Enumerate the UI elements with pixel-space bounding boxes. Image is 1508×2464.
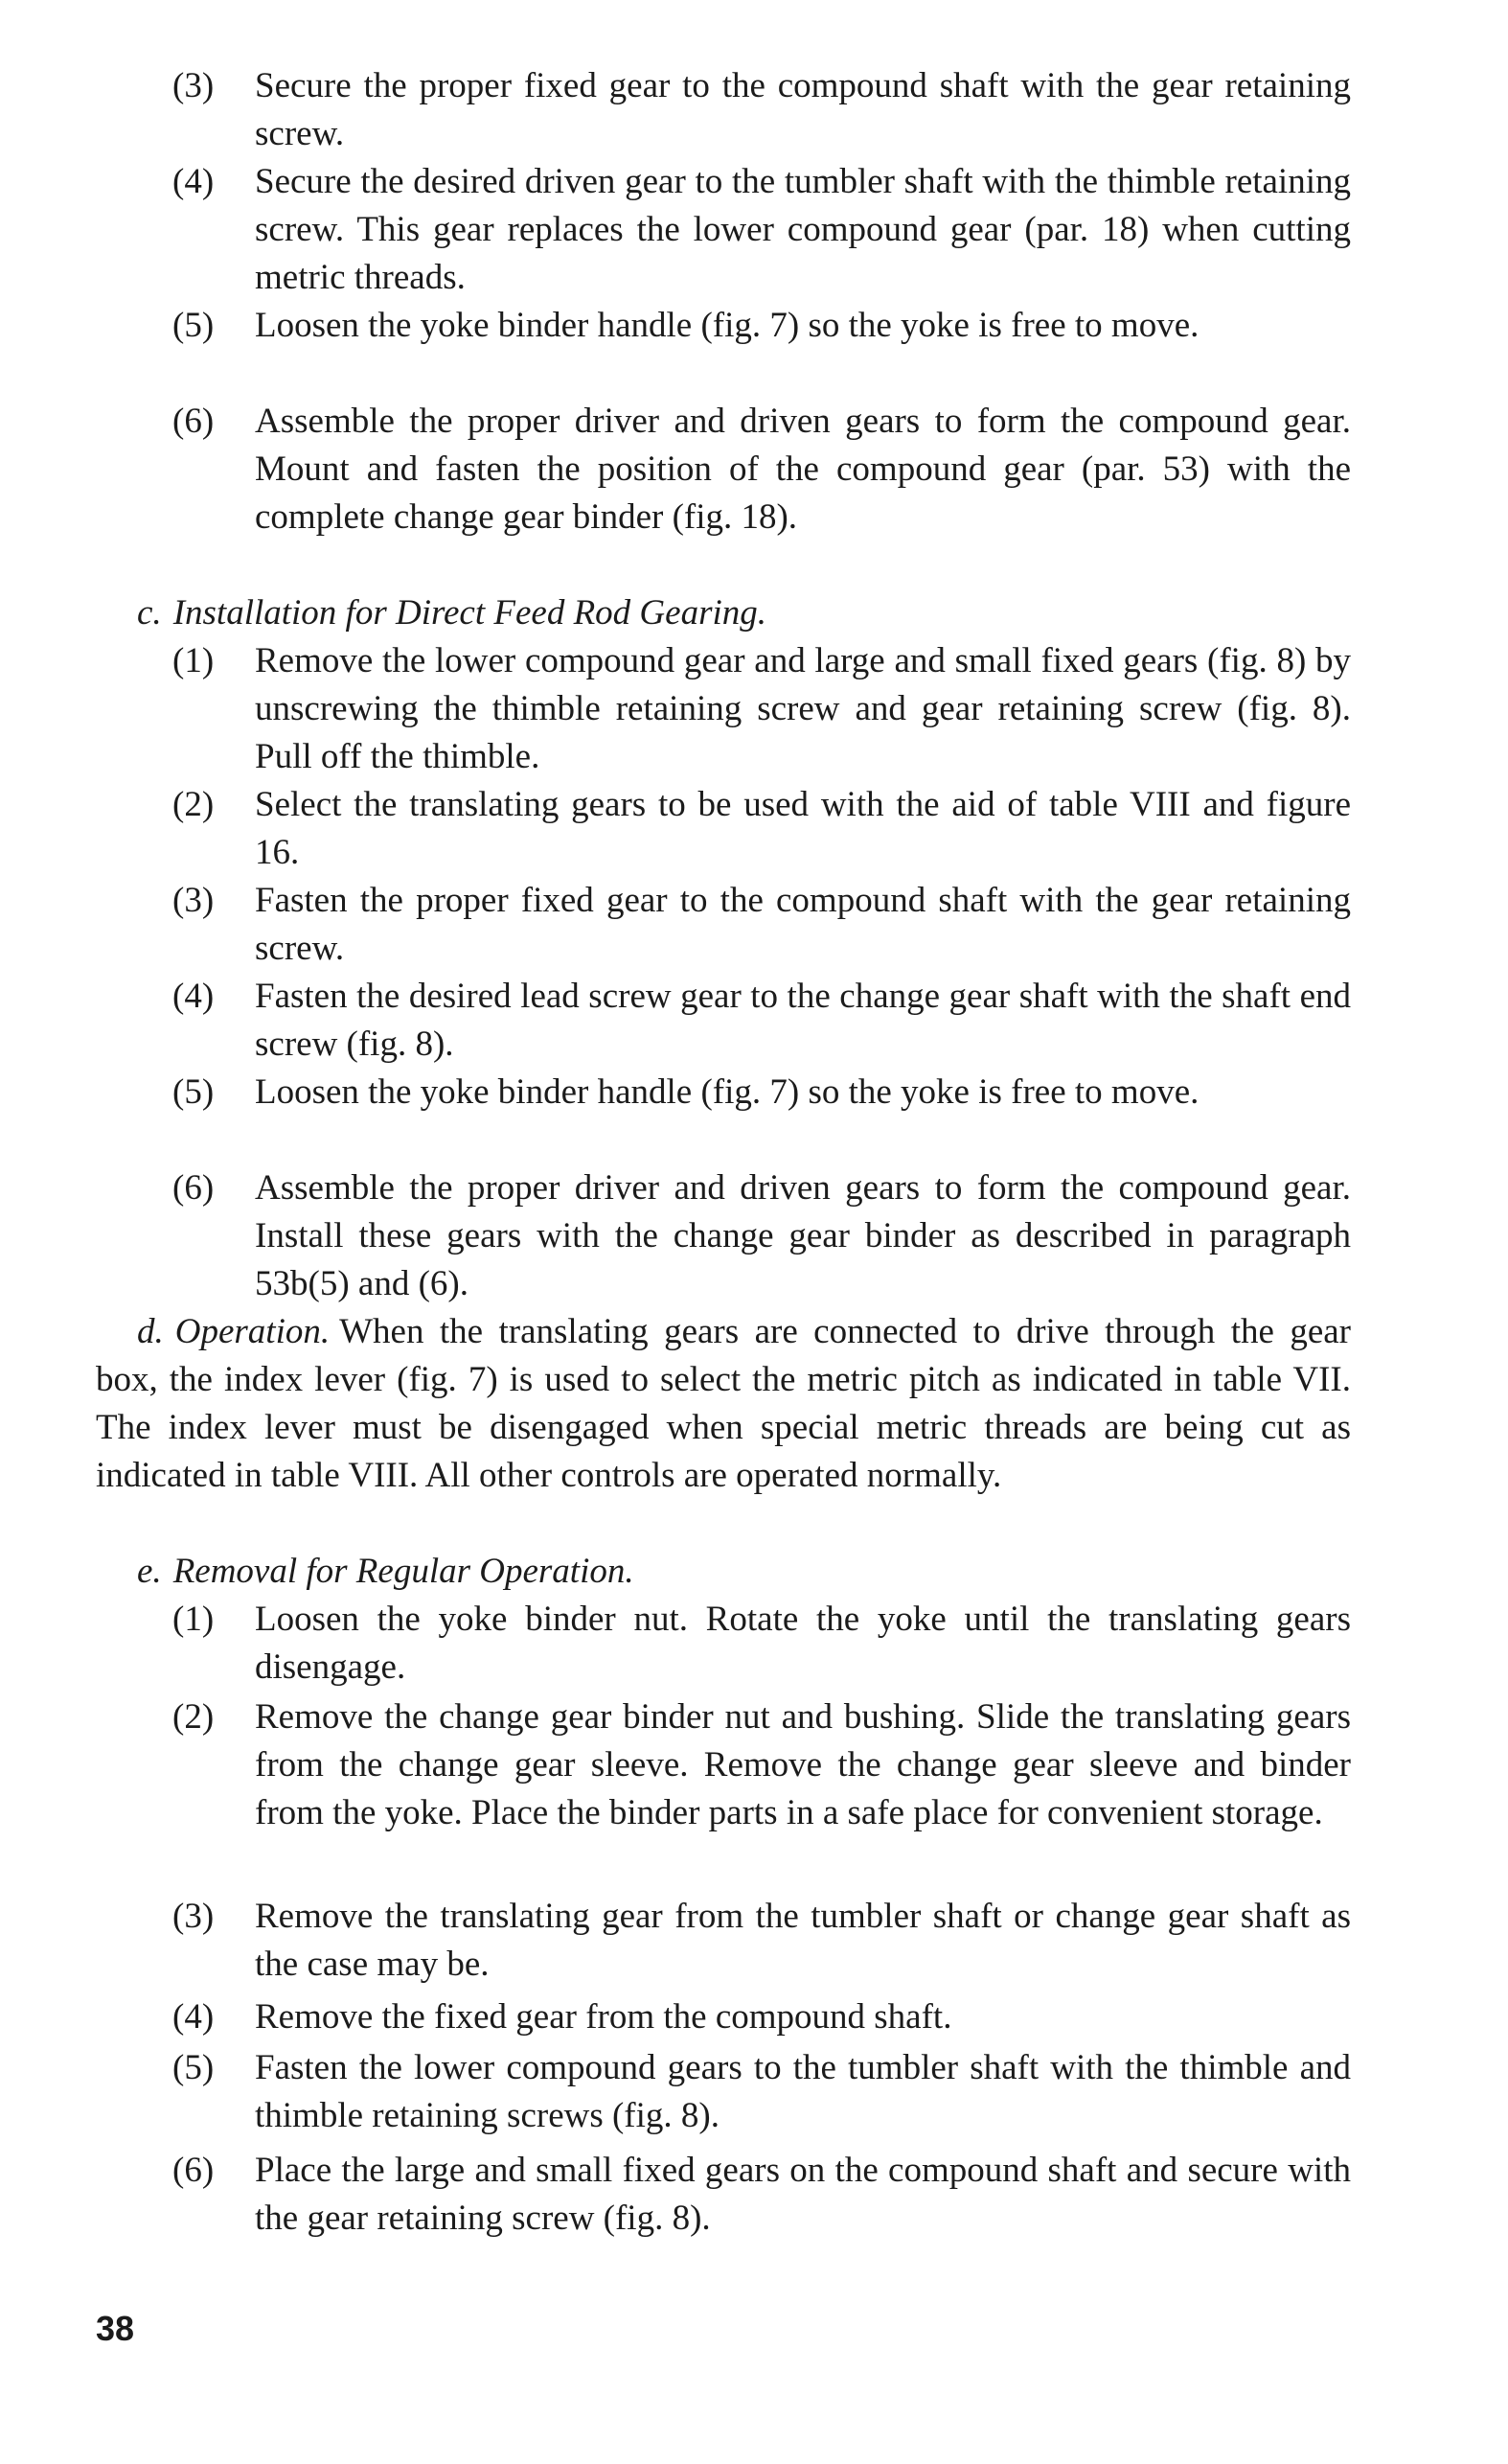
list-item-text: Remove the translating gear from the tumbler shaft or change gear shaft as the case may be. (255, 1897, 1351, 1984)
section-label: c. (137, 593, 162, 633)
section-title: Removal for Regular Operation. (172, 1552, 634, 1591)
list-item-number: (5) (172, 2048, 215, 2087)
list-item-text: Remove the fixed gear from the compound shaft. (255, 1997, 952, 2037)
list-item-text: Fasten the proper fixed gear to the compound shaft with the gear retaining screw. (255, 881, 1351, 968)
list-item-number: (1) (172, 1600, 215, 1639)
list-item-number: (5) (172, 306, 215, 345)
list-item-number: (6) (172, 402, 215, 441)
list-item-number: (1) (172, 641, 215, 680)
list-item-number: (3) (172, 1897, 215, 1936)
section-body-text: When the translating gears are connected to drive through the gear box, the index lever (fig. 7) is used to select the metric pitch as indicated in table VII. The index lever must be disengaged when special metric threads are being cut as indicated in table VIII. All other controls are operated normally. (96, 1312, 1351, 1495)
list-item-text: Fasten the desired lead screw gear to the change gear shaft with the shaft end screw (fig. 8). (255, 977, 1351, 1064)
list-item-text: Fasten the lower compound gears to the tumbler shaft with the thimble and thimble retaining screws (fig. 8). (255, 2048, 1351, 2135)
section-e-heading (137, 1548, 634, 1596)
list-item-text: Assemble the proper driver and driven gears to form the compound gear. Mount and fasten the position of the compound gear (par. 53) with the complete change gear binder (fig. 18). (255, 402, 1351, 537)
list-item-text: Remove the lower compound gear and large and small fixed gears (fig. 8) by unscrewing the thimble retaining screw and gear retaining screw (fig. 8). Pull off the thimble. (255, 641, 1351, 776)
list-item-number: (4) (172, 977, 215, 1016)
list-item-text: Place the large and small fixed gears on the compound shaft and secure with the gear retaining screw (fig. 8). (255, 2151, 1351, 2238)
list-item-number: (6) (172, 2151, 215, 2190)
section-title: Installation for Direct Feed Rod Gearing. (172, 593, 767, 633)
list-item-number: (6) (172, 1168, 215, 1208)
list-item-text: Select the translating gears to be used with the aid of table VIII and figure 16. (255, 785, 1351, 872)
list-item-number: (5) (172, 1072, 215, 1112)
list-item-text: Secure the proper fixed gear to the compound shaft with the gear retaining screw. (255, 66, 1351, 153)
list-item-text: Loosen the yoke binder nut. Rotate the yoke until the translating gears disengage. (255, 1600, 1351, 1687)
list-item-text: Remove the change gear binder nut and bushing. Slide the translating gears from the change gear sleeve. Remove the change gear sleeve and binder from the yoke. Place the binder parts in a safe place for convenient storage. (255, 1697, 1351, 1832)
section-title: Operation. (174, 1312, 331, 1351)
section-d-paragraph (96, 1308, 1351, 1500)
list-item-text: Secure the desired driven gear to the tumbler shaft with the thimble retaining screw. This gear replaces the lower compound gear (par. 18) when cutting metric threads. (255, 162, 1351, 297)
list-item-number: (4) (172, 162, 215, 201)
page-number: 38 (96, 2309, 135, 2348)
section-label: d. (137, 1312, 164, 1351)
list-item-number: (2) (172, 1697, 215, 1737)
list-item-text: Loosen the yoke binder handle (fig. 7) so the yoke is free to move. (255, 306, 1200, 345)
section-label: e. (137, 1552, 162, 1591)
list-item-number: (3) (172, 66, 215, 105)
list-item-number: (3) (172, 881, 215, 920)
list-item-text: Assemble the proper driver and driven gears to form the compound gear. Install these gears with the change gear binder as described in paragraph 53b(5) and (6). (255, 1168, 1351, 1303)
list-item-text: Loosen the yoke binder handle (fig. 7) so the yoke is free to move. (255, 1072, 1200, 1112)
list-item-number: (2) (172, 785, 215, 824)
list-item-number: (4) (172, 1997, 215, 2037)
section-c-heading (137, 589, 766, 637)
